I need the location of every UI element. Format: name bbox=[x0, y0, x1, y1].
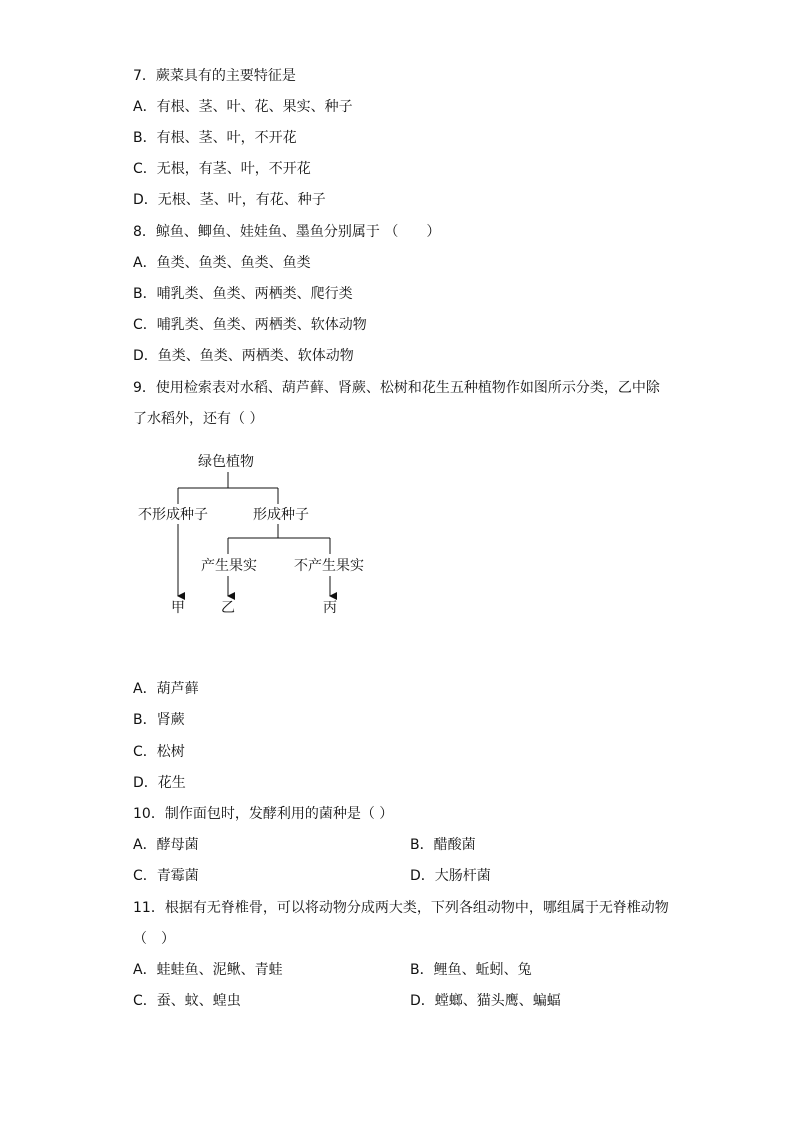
q10-option-a: A．酵母菌 bbox=[133, 837, 199, 853]
q11-stem-line1: 11．根据有无脊椎骨，可以将动物分成两大类，下列各组动物中，哪组属于无脊椎动物 bbox=[133, 900, 669, 916]
q9-option-a: A．葫芦藓 bbox=[133, 681, 199, 697]
q7-option-c: C．无根，有茎、叶，不开花 bbox=[133, 161, 311, 177]
q10-stem: 10．制作面包时，发酵利用的菌种是（ ） bbox=[133, 806, 394, 822]
q8-stem: 8．鲸鱼、鲫鱼、娃娃鱼、墨鱼分别属于 （ ） bbox=[133, 224, 441, 240]
q9-option-c: C．松树 bbox=[133, 744, 185, 760]
q9-stem-line2: 了水稻外，还有（ ） bbox=[133, 411, 264, 427]
node-jia: 甲 bbox=[171, 600, 185, 616]
node-green-plants: 绿色植物 bbox=[198, 454, 254, 470]
node-yi: 乙 bbox=[221, 600, 235, 616]
node-no-seed: 不形成种子 bbox=[138, 507, 208, 523]
q7-option-a: A．有根、茎、叶、花、果实、种子 bbox=[133, 99, 353, 115]
q7-option-d: D．无根、茎、叶，有花、种子 bbox=[133, 192, 326, 208]
q9-option-b: B．肾蕨 bbox=[133, 712, 185, 728]
classification-diagram bbox=[130, 448, 390, 623]
node-fruit: 产生果实 bbox=[201, 558, 257, 574]
q8-option-a: A．鱼类、鱼类、鱼类、鱼类 bbox=[133, 255, 311, 271]
diagram-lines bbox=[130, 448, 390, 623]
q10-option-b: B．醋酸菌 bbox=[410, 837, 476, 853]
node-no-fruit: 不产生果实 bbox=[294, 558, 364, 574]
node-seed: 形成种子 bbox=[253, 507, 309, 523]
q8-option-b: B．哺乳类、鱼类、两栖类、爬行类 bbox=[133, 286, 353, 302]
q8-option-d: D．鱼类、鱼类、两栖类、软体动物 bbox=[133, 348, 354, 364]
q11-option-c: C．蚕、蚊、蝗虫 bbox=[133, 993, 241, 1009]
node-bing: 丙 bbox=[323, 600, 337, 616]
q11-stem-line2: （ ） bbox=[133, 931, 175, 947]
q8-option-c: C．哺乳类、鱼类、两栖类、软体动物 bbox=[133, 317, 367, 333]
q10-option-d: D．大肠杆菌 bbox=[410, 868, 491, 884]
q11-option-a: A．蛙蛙鱼、泥鳅、青蛙 bbox=[133, 962, 283, 978]
q11-option-d: D．螳螂、猫头鹰、蝙蝠 bbox=[410, 993, 561, 1009]
q9-option-d: D．花生 bbox=[133, 775, 186, 791]
q9-stem-line1: 9．使用检索表对水稻、葫芦藓、肾蕨、松树和花生五种植物作如图所示分类，乙中除 bbox=[133, 380, 660, 396]
q10-option-c: C．青霉菌 bbox=[133, 868, 199, 884]
q7-option-b: B．有根、茎、叶，不开花 bbox=[133, 130, 297, 146]
q7-stem: 7．蕨菜具有的主要特征是 bbox=[133, 68, 296, 84]
q11-option-b: B．鲤鱼、蚯蚓、兔 bbox=[410, 962, 532, 978]
